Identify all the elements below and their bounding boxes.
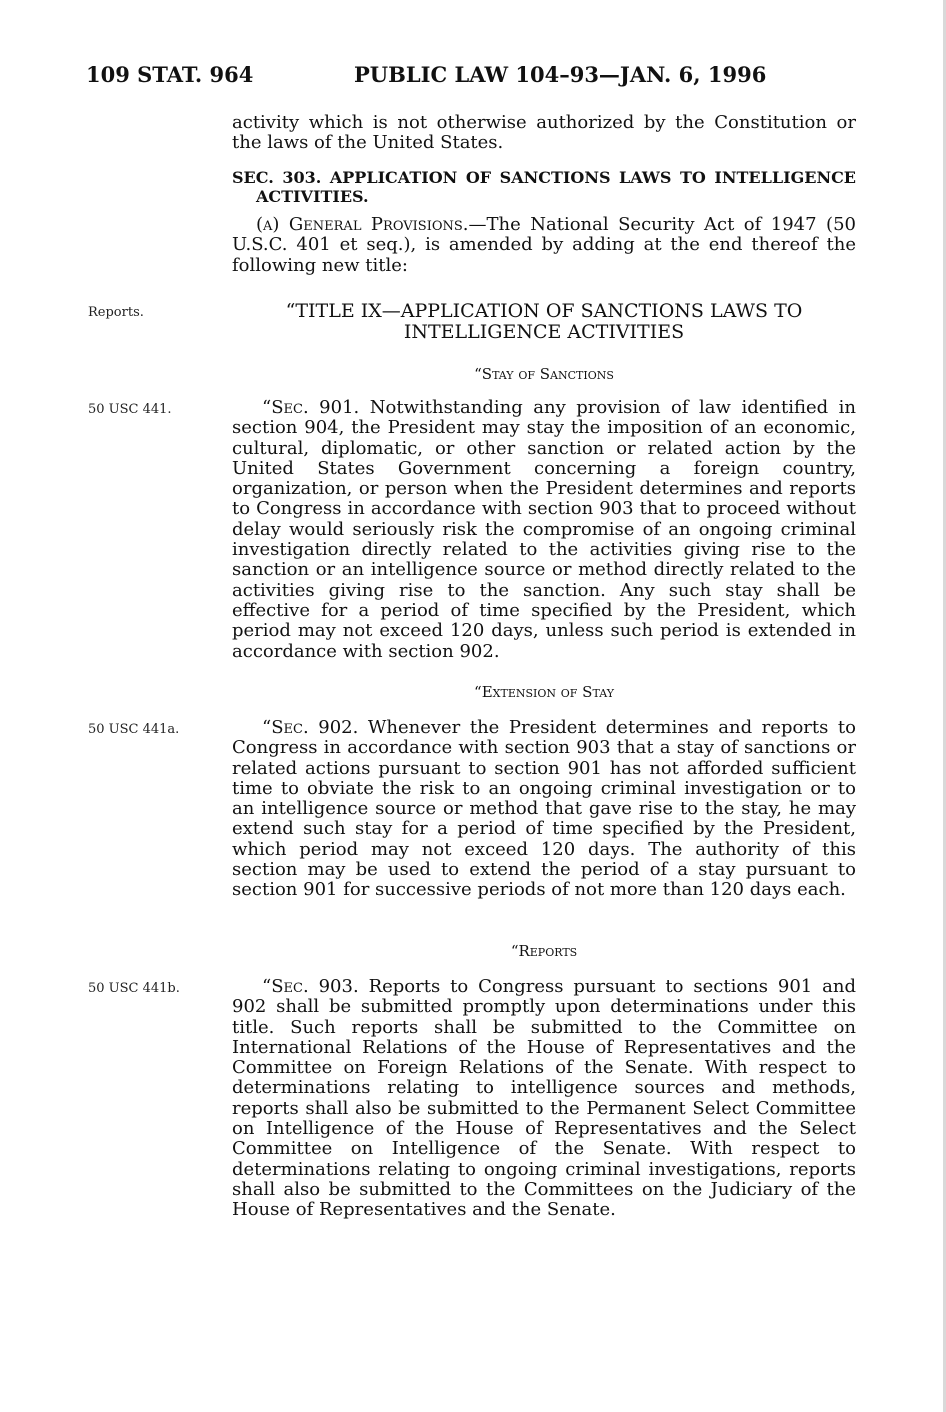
- margin-note-reports: Reports.: [88, 305, 144, 320]
- section-901-text: Notwithstanding any provision of law identified in section 904, the President may stay the imposition of an economic, cultural, diplomatic, or other sanction or related action by the United States Government concerning a foreign country, organization, or person when the President determines and reports to Congress in accordance with section 903 that to proceed without delay would seriously risk the compromise of an ongoing criminal investigation directly related to the activities giving rise to the sanction or an intelligence source or method directly related to the activities giving rise to the sanction. Any such stay shall be effective for a period of time specified by the President, which period may not exceed 120 days, unless such period is extended in accordance with section 902.: [232, 397, 856, 662]
- margin-note-50-usc-441: 50 USC 441.: [88, 402, 172, 417]
- margin-note-50-usc-441a: 50 USC 441a.: [88, 722, 180, 737]
- sec-303-heading-line1: SEC. 303. APPLICATION OF SANCTIONS LAWS TO INTELLIGENCE: [232, 168, 856, 187]
- section-902-label: “Sec. 902.: [262, 717, 359, 738]
- section-902-text: Whenever the President determines and reports to Congress in accordance with section 903 that a stay of sanctions or related actions pursuant to section 901 has not afforded sufficient time to obviate the risk to an ongoing criminal investigation or to an intelligence source or method that gave rise to the stay, he may extend such stay for a period of time specified by the President, which period may not exceed 120 days. The authority of this section may be used to extend the period of a stay pursuant to section 901 for successive periods of not more than 120 days each.: [232, 717, 856, 901]
- stat-reference: 109 STAT. 964: [86, 62, 254, 87]
- subsection-a-label: (a) General Provisions.: [256, 214, 469, 235]
- section-901-paragraph: [232, 398, 856, 662]
- section-heading-reports: “Reports: [510, 942, 578, 960]
- page-header: [86, 62, 866, 92]
- sec-303-subsection-a: [232, 215, 856, 276]
- section-901-label: “Sec. 901.: [262, 397, 360, 418]
- sec-303-heading-line2: ACTIVITIES.: [256, 187, 369, 206]
- section-902-paragraph: [232, 718, 856, 901]
- sec-303-heading: [232, 168, 856, 206]
- continuation-paragraph: activity which is not otherwise authorized by the Constitution or the laws of the United States.: [232, 112, 856, 154]
- section-heading-stay-of-sanctions: “Stay of Sanctions: [474, 365, 614, 383]
- section-903-paragraph: [232, 977, 856, 1221]
- public-law-reference: PUBLIC LAW 104–93—JAN. 6, 1996: [354, 62, 767, 87]
- title-ix-heading: [232, 301, 856, 343]
- section-heading-extension-of-stay: “Extension of Stay: [474, 683, 614, 701]
- margin-note-50-usc-441b: 50 USC 441b.: [88, 981, 180, 996]
- subsection-a-text: —The National Security Act of 1947 (50 U.S.C. 401 et seq.), is amended by adding at the end thereof the following new title:: [232, 214, 856, 276]
- title-ix-line2: INTELLIGENCE ACTIVITIES: [403, 321, 685, 343]
- section-903-text: Reports to Congress pursuant to sections 901 and 902 shall be submitted promptly upon determinations under this title. Such reports shall be submitted to the Committee on International Relations of the House of Representatives and the Committee on Foreign Relations of the Senate. With respect to determinations relating to intelligence sources and methods, reports shall also be submitted to the Permanent Select Committee on Intelligence of the House of Representatives and the Select Committee on Intelligence of the Senate. With respect to determinations relating to ongoing criminal investigations, reports shall also be submitted to the Committees on the Judiciary of the House of Representatives and the Senate.: [232, 976, 856, 1221]
- section-903-label: “Sec. 903.: [262, 976, 359, 997]
- title-ix-line1: “TITLE IX—APPLICATION OF SANCTIONS LAWS TO: [285, 300, 803, 322]
